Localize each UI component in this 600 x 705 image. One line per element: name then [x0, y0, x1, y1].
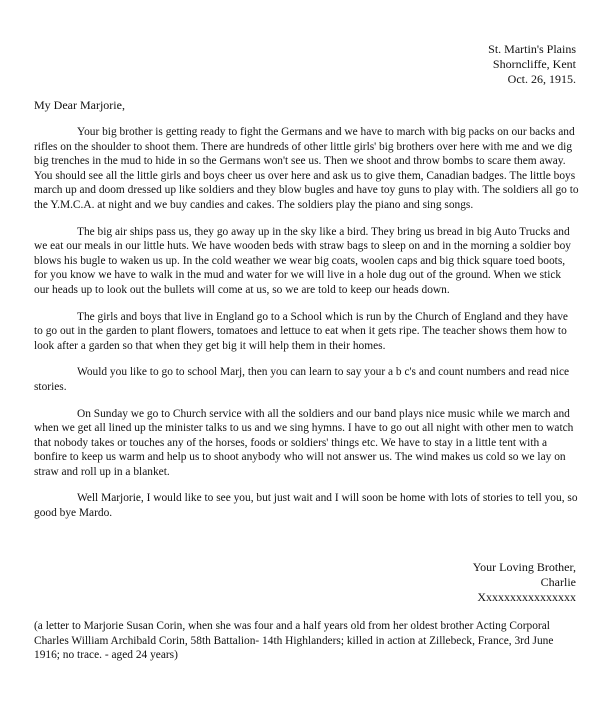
paragraph-3: The girls and boys that live in England go to a School which is run by the Church of England and they have to go out in the garden to plant flowers, tomatoes and lettuce to eat when it gets ripe. The teacher shows them how to look after a garden so that when they get big it will help them in their homes. — [34, 310, 568, 352]
address-line-1: St. Martin's Plains — [488, 42, 576, 56]
paragraph-4: Would you like to go to school Marj, then you can learn to say your a b c's and count numbers and read nice stories. — [34, 366, 570, 393]
letter-closing — [473, 560, 576, 605]
salutation: My Dear Marjorie, — [34, 98, 125, 112]
paragraph-5: On Sunday we go to Church service with all the soldiers and our band plays nice music while we march and when we get all lined up the minister talks to us and we sing hymns. I have to go out all night with other men to watch that nobody takes or touches any of the horses, foods or soldiers' things etc. We have to stay in a little tent with a bonfire to keep us warm and help us to shoot anybody who will not answer us. The wind makes us cold so we lay on straw and roll up in a blanket. — [34, 407, 574, 478]
paragraph-2: The big air ships pass us, they go away up in the sky like a bird. They bring us bread in big Auto Trucks and we eat our meals in our little huts. We have wooden beds with straw bags to sleep on and in the morning a soldier boy blows his bugle to waken us up. In the cold weather we wear big coats, woolen caps and big thick square toed boots, for you know we have to walk in the mud and water for we will live in a hole dug out of the ground. When we stick our heads up to look out the bullets will come at us, so we are told to keep our heads down. — [34, 225, 571, 296]
editor-footnote: (a letter to Marjorie Susan Corin, when she was four and a half years old from her oldest brother Acting Corporal Charles William Archibald Corin, 58th Battalion- 14th Highlanders; killed in action at Zillebeck, France, 3rd June 1916; no trace. - aged 24 years) — [34, 620, 554, 662]
paragraph-1: Your big brother is getting ready to fight the Germans and we have to march with big packs on our backs and rifles on the shoulder to shoot them. There are hundreds of other little girls' big brothers over here with me and we dig big trenches in the mud to hide in so the Germans won't see us. Then we shoot and throw bombs to scare them away. You should see all the little girls and boys cheer us over here and ask us to give them, Canadian badges. The little boys march up and doom dressed up like soldiers and they blow bugles and have toy guns to play with. The soldiers all go to the Y.M.C.A. at night and we buy candies and cakes. The soldiers play the piano and sing songs. — [34, 126, 579, 211]
sender-address — [488, 42, 576, 87]
signature-kisses: Xxxxxxxxxxxxxxxx — [477, 590, 576, 604]
address-date: Oct. 26, 1915. — [507, 72, 576, 86]
closing-line: Your Loving Brother, — [472, 560, 576, 574]
paragraph-6: Well Marjorie, I would like to see you, but just wait and I will soon be home with lots of stories to tell you, so good bye Mardo. — [34, 492, 578, 520]
address-line-2: Shorncliffe, Kent — [492, 57, 576, 71]
signature-name: Charlie — [540, 575, 576, 589]
letter-body — [34, 125, 579, 533]
